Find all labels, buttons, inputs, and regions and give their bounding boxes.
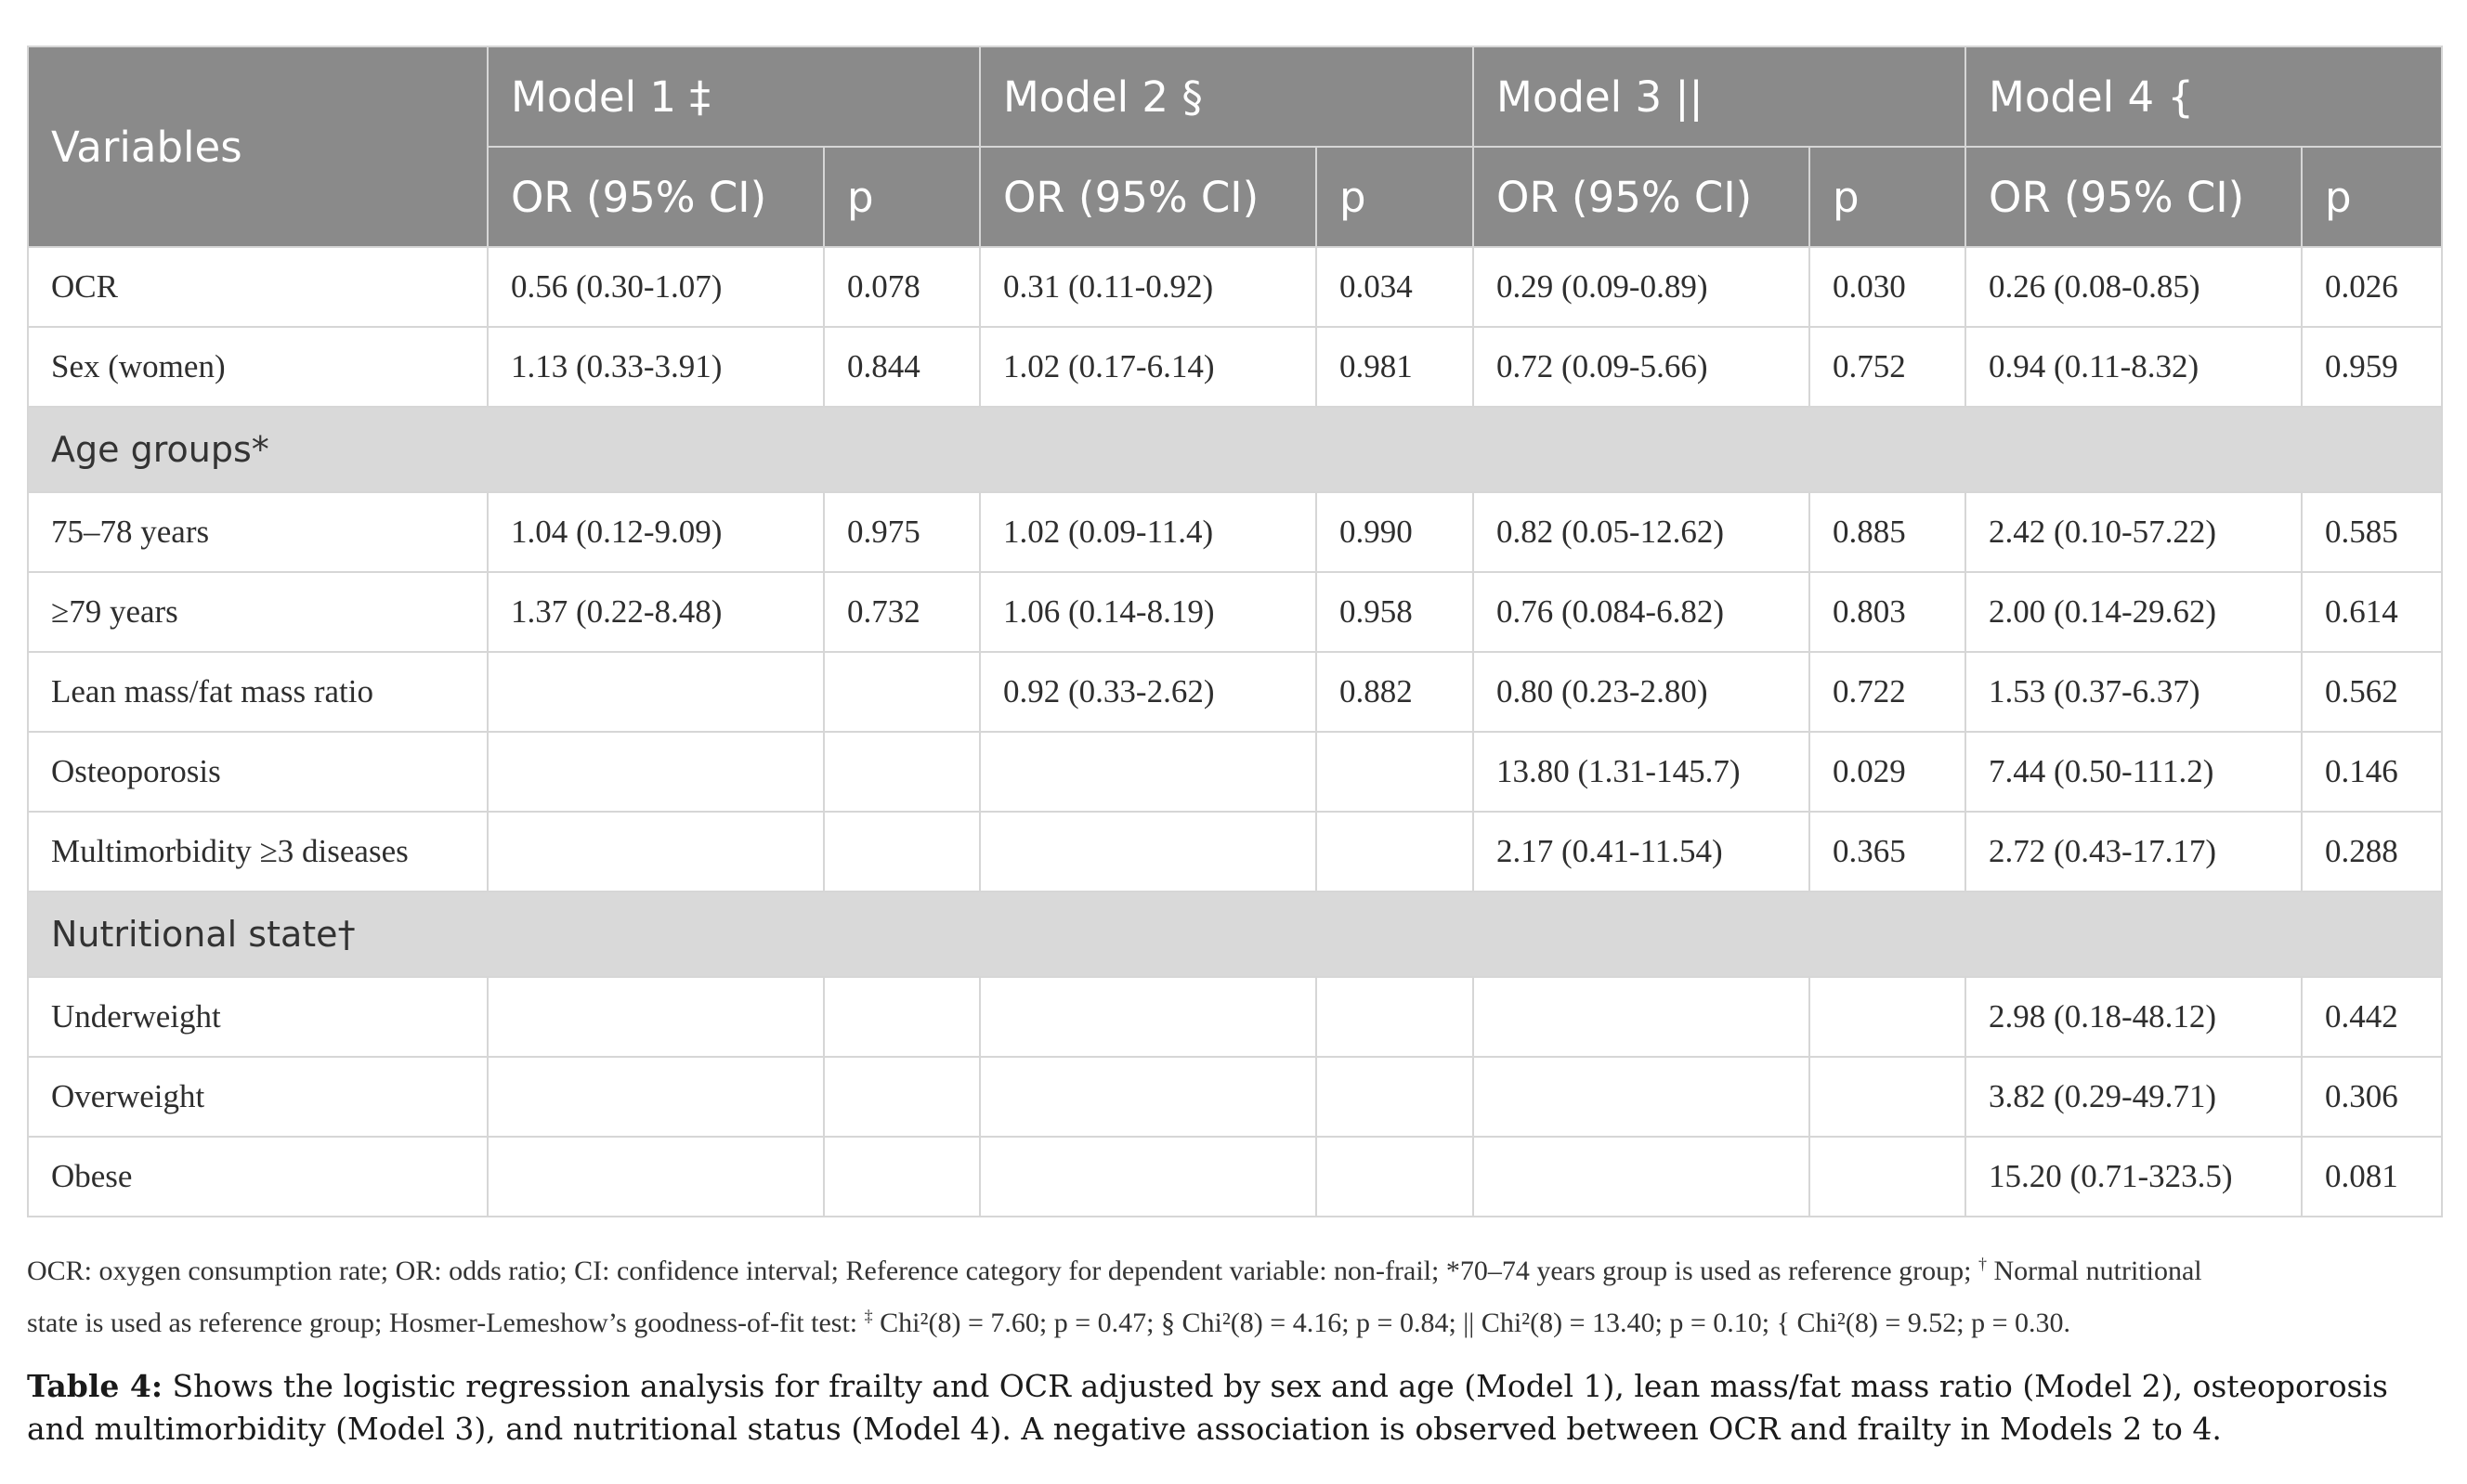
header-model-3: Model 3 || — [1473, 46, 1965, 147]
footnote-text: Normal nutritional — [1986, 1256, 2202, 1286]
p-value-cell: 0.990 — [1316, 492, 1473, 572]
or-ci-cell — [980, 1137, 1316, 1217]
table-row — [28, 247, 2442, 327]
or-ci-cell: 0.72 (0.09-5.66) — [1473, 327, 1809, 407]
or-ci-cell — [980, 977, 1316, 1057]
table-row — [28, 1137, 2442, 1217]
group-header-row — [28, 407, 2442, 492]
table-row — [28, 572, 2442, 652]
header-or-ci: OR (95% CI) — [1965, 147, 2302, 247]
p-value-cell — [1316, 732, 1473, 812]
row-label: Multimorbidity ≥3 diseases — [28, 812, 488, 892]
p-value-cell: 0.029 — [1809, 732, 1965, 812]
footnote-double-dagger: ‡ — [864, 1307, 873, 1325]
or-ci-cell — [1473, 1137, 1809, 1217]
regression-table — [27, 46, 2443, 1217]
row-label: Sex (women) — [28, 327, 488, 407]
p-value-cell — [1809, 1137, 1965, 1217]
p-value-cell — [824, 1057, 980, 1137]
p-value-cell: 0.078 — [824, 247, 980, 327]
p-value-cell: 0.146 — [2302, 732, 2442, 812]
or-ci-cell: 1.06 (0.14-8.19) — [980, 572, 1316, 652]
or-ci-cell: 3.82 (0.29-49.71) — [1965, 1057, 2302, 1137]
footnote-text: state is used as reference group; Hosmer-Lemeshow’s goodness-of-fit test: — [27, 1308, 865, 1338]
footnote-text: OCR: oxygen consumption rate; OR: odds ratio; CI: confidence interval; Reference category for dependent variable: non-frail; *70–74 years group is used as reference group; — [27, 1256, 1978, 1286]
or-ci-cell — [1473, 977, 1809, 1057]
or-ci-cell: 1.02 (0.17-6.14) — [980, 327, 1316, 407]
row-label: 75–78 years — [28, 492, 488, 572]
p-value-cell — [824, 1137, 980, 1217]
p-value-cell — [1316, 1057, 1473, 1137]
table-header — [28, 46, 2442, 247]
p-value-cell: 0.975 — [824, 492, 980, 572]
p-value-cell: 0.585 — [2302, 492, 2442, 572]
table-row — [28, 812, 2442, 892]
or-ci-cell: 7.44 (0.50-111.2) — [1965, 732, 2302, 812]
header-model-4: Model 4 { — [1965, 46, 2442, 147]
p-value-cell — [824, 977, 980, 1057]
group-label: Age groups* — [28, 407, 2442, 492]
table-row — [28, 977, 2442, 1057]
footnote-text: Chi²(8) = 7.60; p = 0.47; § Chi²(8) = 4.16; p = 0.84; || Chi²(8) = 13.40; p = 0.10; { Chi²(8) = 9.52; p = 0.30. — [872, 1308, 2071, 1338]
or-ci-cell: 2.00 (0.14-29.62) — [1965, 572, 2302, 652]
p-value-cell: 0.034 — [1316, 247, 1473, 327]
p-value-cell: 0.026 — [2302, 247, 2442, 327]
or-ci-cell — [488, 977, 824, 1057]
row-label: Underweight — [28, 977, 488, 1057]
or-ci-cell: 0.29 (0.09-0.89) — [1473, 247, 1809, 327]
p-value-cell: 0.885 — [1809, 492, 1965, 572]
p-value-cell — [1316, 977, 1473, 1057]
or-ci-cell: 0.26 (0.08-0.85) — [1965, 247, 2302, 327]
or-ci-cell: 0.31 (0.11-0.92) — [980, 247, 1316, 327]
or-ci-cell: 2.17 (0.41-11.54) — [1473, 812, 1809, 892]
or-ci-cell: 0.80 (0.23-2.80) — [1473, 652, 1809, 732]
p-value-cell — [1316, 1137, 1473, 1217]
p-value-cell: 0.803 — [1809, 572, 1965, 652]
row-label: Osteoporosis — [28, 732, 488, 812]
or-ci-cell: 1.02 (0.09-11.4) — [980, 492, 1316, 572]
table-caption — [27, 1365, 2441, 1451]
table-row — [28, 327, 2442, 407]
p-value-cell — [824, 652, 980, 732]
or-ci-cell: 13.80 (1.31-145.7) — [1473, 732, 1809, 812]
header-or-ci: OR (95% CI) — [980, 147, 1316, 247]
table-row — [28, 732, 2442, 812]
row-label: Lean mass/fat mass ratio — [28, 652, 488, 732]
row-label: Overweight — [28, 1057, 488, 1137]
p-value-cell: 0.882 — [1316, 652, 1473, 732]
table-row — [28, 1057, 2442, 1137]
or-ci-cell: 0.76 (0.084-6.82) — [1473, 572, 1809, 652]
caption-label: Table 4: — [27, 1368, 163, 1404]
or-ci-cell: 1.04 (0.12-9.09) — [488, 492, 824, 572]
or-ci-cell — [488, 1137, 824, 1217]
p-value-cell: 0.562 — [2302, 652, 2442, 732]
p-value-cell: 0.030 — [1809, 247, 1965, 327]
or-ci-cell: 0.56 (0.30-1.07) — [488, 247, 824, 327]
p-value-cell: 0.081 — [2302, 1137, 2442, 1217]
header-row-models — [28, 46, 2442, 147]
header-or-ci: OR (95% CI) — [488, 147, 824, 247]
or-ci-cell — [980, 1057, 1316, 1137]
header-p: p — [1809, 147, 1965, 247]
table-row — [28, 652, 2442, 732]
or-ci-cell — [488, 732, 824, 812]
p-value-cell: 0.981 — [1316, 327, 1473, 407]
header-or-ci: OR (95% CI) — [1473, 147, 1809, 247]
p-value-cell — [1809, 977, 1965, 1057]
p-value-cell: 0.306 — [2302, 1057, 2442, 1137]
or-ci-cell — [488, 652, 824, 732]
or-ci-cell: 0.94 (0.11-8.32) — [1965, 327, 2302, 407]
table-footnote — [27, 1242, 2441, 1346]
or-ci-cell — [980, 732, 1316, 812]
p-value-cell: 0.365 — [1809, 812, 1965, 892]
p-value-cell — [824, 732, 980, 812]
row-label: ≥79 years — [28, 572, 488, 652]
p-value-cell: 0.844 — [824, 327, 980, 407]
p-value-cell — [1316, 812, 1473, 892]
p-value-cell: 0.722 — [1809, 652, 1965, 732]
or-ci-cell — [980, 812, 1316, 892]
p-value-cell — [1809, 1057, 1965, 1137]
table-row — [28, 492, 2442, 572]
p-value-cell: 0.732 — [824, 572, 980, 652]
or-ci-cell: 2.72 (0.43-17.17) — [1965, 812, 2302, 892]
p-value-cell: 0.959 — [2302, 327, 2442, 407]
p-value-cell: 0.958 — [1316, 572, 1473, 652]
or-ci-cell: 2.42 (0.10-57.22) — [1965, 492, 2302, 572]
footnote-line-2 — [27, 1294, 2441, 1346]
or-ci-cell: 2.98 (0.18-48.12) — [1965, 977, 2302, 1057]
or-ci-cell: 1.37 (0.22-8.48) — [488, 572, 824, 652]
or-ci-cell: 15.20 (0.71-323.5) — [1965, 1137, 2302, 1217]
or-ci-cell: 0.82 (0.05-12.62) — [1473, 492, 1809, 572]
or-ci-cell: 1.13 (0.33-3.91) — [488, 327, 824, 407]
or-ci-cell — [488, 812, 824, 892]
p-value-cell — [824, 812, 980, 892]
header-p: p — [824, 147, 980, 247]
row-label: OCR — [28, 247, 488, 327]
p-value-cell: 0.752 — [1809, 327, 1965, 407]
or-ci-cell — [1473, 1057, 1809, 1137]
header-model-1: Model 1 ‡ — [488, 46, 980, 147]
p-value-cell: 0.288 — [2302, 812, 2442, 892]
table-body — [28, 247, 2442, 1217]
header-model-2: Model 2 § — [980, 46, 1473, 147]
footnote-dagger: † — [1978, 1255, 1987, 1273]
header-p: p — [2302, 147, 2442, 247]
caption-text: Shows the logistic regression analysis for frailty and OCR adjusted by sex and age (Model 1), lean mass/fat mass ratio (Model 2), osteoporosis and multimorbidity (Model 3), and nutritional status (Model 4). A negative association is observed between OCR and frailty in Models 2 to 4. — [27, 1368, 2388, 1447]
group-header-row — [28, 892, 2442, 977]
p-value-cell: 0.614 — [2302, 572, 2442, 652]
header-p: p — [1316, 147, 1473, 247]
or-ci-cell — [488, 1057, 824, 1137]
row-label: Obese — [28, 1137, 488, 1217]
group-label: Nutritional state† — [28, 892, 2442, 977]
p-value-cell: 0.442 — [2302, 977, 2442, 1057]
footnote-line-1 — [27, 1242, 2441, 1294]
header-variables: Variables — [28, 46, 488, 247]
or-ci-cell: 1.53 (0.37-6.37) — [1965, 652, 2302, 732]
or-ci-cell: 0.92 (0.33-2.62) — [980, 652, 1316, 732]
